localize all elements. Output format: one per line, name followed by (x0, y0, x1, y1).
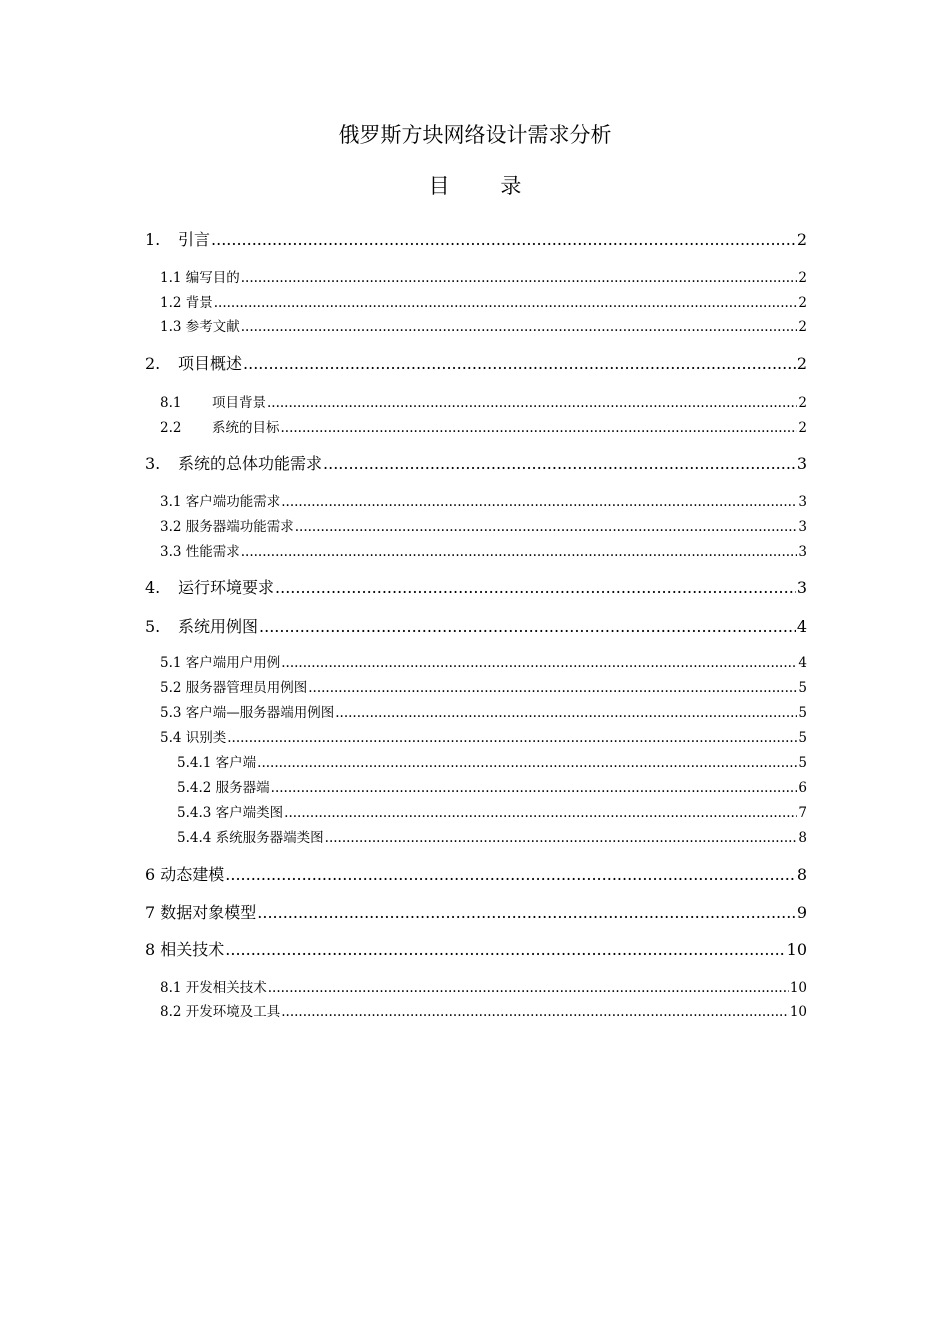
toc-entry-number: 5. (145, 617, 161, 636)
dot-leader (259, 616, 796, 638)
toc-heading-char: 录 (500, 174, 522, 198)
toc-entry-1-3[interactable] (160, 318, 807, 336)
toc-entry-text: 5.2 服务器管理员用例图 (160, 680, 308, 696)
toc-entry-1[interactable] (145, 229, 807, 251)
toc-entry-2-2[interactable] (160, 419, 807, 437)
dot-leader (271, 779, 798, 797)
toc-entry-page: 3 (798, 544, 807, 560)
dot-leader (308, 679, 797, 697)
dot-leader (225, 864, 796, 886)
toc-entry-5-4[interactable] (160, 729, 807, 747)
dot-leader (211, 229, 796, 251)
toc-entry-number: 8.1 (160, 395, 182, 411)
toc-entry-5-4-1[interactable] (177, 754, 807, 772)
toc-entry-page: 2 (798, 270, 807, 286)
toc-entry-page: 3 (798, 494, 807, 510)
toc-entry-3-1[interactable] (160, 493, 807, 511)
toc-entry-text: 5.4.4 系统服务器端类图 (177, 830, 324, 846)
toc-entry-page: 10 (789, 980, 807, 996)
dot-leader (241, 269, 798, 287)
toc-entry-page: 2 (798, 420, 807, 436)
toc-entry-page: 8 (796, 865, 807, 884)
toc-entry-number: 1. (145, 230, 161, 249)
toc-entry-text: 3.1 客户端功能需求 (160, 494, 281, 510)
toc-entry-2[interactable] (145, 353, 807, 375)
dot-leader (275, 577, 796, 599)
toc-entry-7[interactable] (145, 902, 807, 924)
toc-entry-4[interactable] (145, 577, 807, 599)
dot-leader (257, 902, 796, 924)
dot-leader (241, 318, 798, 336)
toc-entry-8[interactable] (145, 939, 807, 961)
toc-entry-page: 10 (786, 940, 807, 959)
toc-entry-page: 5 (798, 705, 807, 721)
dot-leader (225, 939, 785, 961)
toc-entry-text: 5.4.2 服务器端 (177, 780, 270, 796)
toc-entry-page: 2 (796, 230, 807, 249)
toc-entry-text: 7 数据对象模型 (145, 903, 257, 922)
toc-entry-text: 3.2 服务器端功能需求 (160, 519, 294, 535)
toc-entry-8-1[interactable] (160, 979, 807, 997)
toc-entry-text: 系统的总体功能需求 (178, 454, 323, 473)
toc-entry-page: 6 (798, 780, 807, 796)
dot-leader (281, 654, 797, 672)
dot-leader (268, 979, 789, 997)
dot-leader (214, 294, 798, 312)
toc-entry-page: 3 (798, 519, 807, 535)
toc-entry-3-3[interactable] (160, 543, 807, 561)
toc-entry-5-3[interactable] (160, 704, 807, 722)
toc-entry-page: 9 (796, 903, 807, 922)
dot-leader (257, 754, 797, 772)
dot-leader (325, 829, 798, 847)
toc-entry-page: 5 (798, 730, 807, 746)
toc-entry-text: 5.4.1 客户端 (177, 755, 257, 771)
toc-entry-page: 5 (798, 755, 807, 771)
toc-entry-1-1[interactable] (160, 269, 807, 287)
toc-entry-text: 系统用例图 (178, 617, 259, 636)
toc-entry-5-4-3[interactable] (177, 804, 807, 822)
dot-leader (335, 704, 797, 722)
toc-entry-text: 系统的目标 (212, 420, 280, 436)
dot-leader (243, 353, 796, 375)
toc-entry-text: 3.3 性能需求 (160, 544, 240, 560)
dot-leader (284, 804, 797, 822)
dot-leader (281, 493, 797, 511)
toc-entry-page: 4 (798, 655, 807, 671)
dot-leader (267, 394, 797, 412)
toc-entry-1-2[interactable] (160, 294, 807, 312)
toc-entry-3-2[interactable] (160, 518, 807, 536)
toc-entry-text: 引言 (178, 230, 211, 249)
toc-entry-page: 2 (798, 319, 807, 335)
toc-heading-char: 目 (428, 174, 450, 198)
toc-entry-text: 1.2 背景 (160, 295, 213, 311)
toc-entry-page: 3 (796, 454, 807, 473)
document-title: 俄罗斯方块网络设计需求分析 (338, 123, 612, 147)
toc-entry-5-4-4[interactable] (177, 829, 807, 847)
dot-leader (281, 419, 798, 437)
toc-entry-text: 5.1 客户端用户用例 (160, 655, 281, 671)
toc-entry-page: 7 (798, 805, 807, 821)
toc-entry-8-2[interactable] (160, 1003, 807, 1021)
toc-entry-number: 4. (145, 578, 161, 597)
toc-entry-number: 2. (145, 354, 161, 373)
toc-entry-2-1[interactable] (160, 394, 807, 412)
dot-leader (281, 1003, 789, 1021)
toc-entry-page: 2 (798, 295, 807, 311)
toc-entry-page: 3 (796, 578, 807, 597)
toc-entry-page: 5 (798, 680, 807, 696)
toc-entry-3[interactable] (145, 453, 807, 475)
toc-entry-page: 8 (798, 830, 807, 846)
toc-entry-number: 2.2 (160, 420, 182, 436)
toc-entry-text: 5.4 识别类 (160, 730, 227, 746)
toc-entry-text: 8.2 开发环境及工具 (160, 1004, 281, 1020)
dot-leader (227, 729, 797, 747)
toc-entry-text: 6 动态建模 (145, 865, 225, 884)
toc-entry-page: 10 (789, 1004, 807, 1020)
dot-leader (323, 453, 796, 475)
toc-entry-text: 1.1 编写目的 (160, 270, 240, 286)
dot-leader (295, 518, 798, 536)
toc-entry-text: 1.3 参考文献 (160, 319, 240, 335)
toc-entry-5[interactable] (145, 616, 807, 638)
toc-entry-page: 2 (796, 354, 807, 373)
toc-entry-5-2[interactable] (160, 679, 807, 697)
toc-entry-text: 8.1 开发相关技术 (160, 980, 267, 996)
dot-leader (241, 543, 798, 561)
toc-entry-text: 项目背景 (212, 395, 266, 411)
toc-entry-5-4-2[interactable] (177, 779, 807, 797)
toc-entry-page: 2 (798, 395, 807, 411)
toc-entry-text: 运行环境要求 (178, 578, 275, 597)
toc-entry-page: 4 (796, 617, 807, 636)
toc-entry-number: 3. (145, 454, 161, 473)
toc-entry-5-1[interactable] (160, 654, 807, 672)
toc-entry-text: 8 相关技术 (145, 940, 225, 959)
toc-entry-6[interactable] (145, 864, 807, 886)
toc-entry-text: 5.4.3 客户端类图 (177, 805, 284, 821)
toc-entry-text: 5.3 客户端—服务器端用例图 (160, 705, 335, 721)
toc-entry-text: 项目概述 (178, 354, 243, 373)
